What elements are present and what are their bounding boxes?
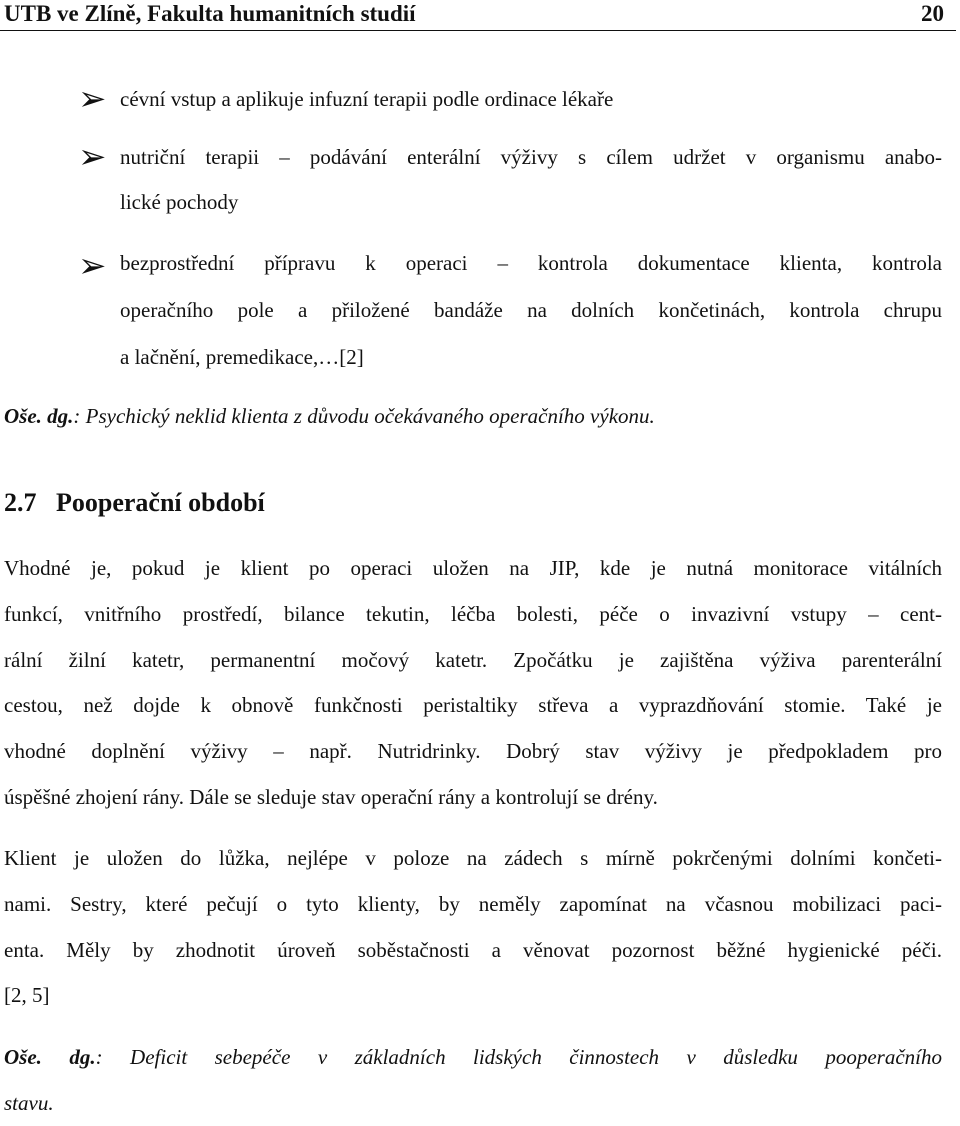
bullet-line: operačního pole a přiložené bandáže na dolních končetinách, kontrola chrupu xyxy=(120,298,942,322)
paragraph-line: Klient je uložen do lůžka, nejlépe v poloze na zádech s mírně pokrčenými dolními končeti- xyxy=(4,846,942,870)
bullet-line: bezprostřední přípravu k operaci – kontrola dokumentace klienta, kontrola xyxy=(120,251,942,275)
paragraph-line: vhodné doplnění výživy – např. Nutridrinky. Dobrý stav výživy je předpokladem pro xyxy=(4,739,942,764)
header-title: UTB ve Zlíně, Fakulta humanitních studií xyxy=(4,1,416,26)
paragraph-line: rální žilní katetr, permanentní močový katetr. Zpočátku je zajištěna výživa parenterální xyxy=(4,647,942,672)
bullet-line: cévní vstup a aplikuje infuzní terapii podle ordinace lékaře xyxy=(120,87,614,111)
diagnosis-text: stavu. xyxy=(4,1091,54,1115)
paragraph-line: [2, 5] xyxy=(4,983,50,1008)
diagnosis-label: Oše. dg. xyxy=(4,1045,96,1069)
paragraph-line: enta. Měly by zhodnotit úroveň soběstačnosti a věnovat pozornost běžné hygienické péči. xyxy=(4,937,942,962)
paragraph xyxy=(4,836,942,1019)
paragraph-line: nami. Sestry, které pečují o tyto klienty, by neměly zapomínat na včasnou mobilizaci paci- xyxy=(4,891,942,916)
bullet-item xyxy=(120,134,942,226)
arrow-bullet-icon: ➢ xyxy=(78,79,107,119)
nursing-diagnosis xyxy=(4,404,655,429)
bullet-line: nutriční terapii – podávání enterální výživy s cílem udržet v organismu anabo- xyxy=(120,145,942,169)
diagnosis-label: Oše. dg. xyxy=(4,404,74,428)
diagnosis-text: : Psychický neklid klienta z důvodu očekávaného operačního výkonu. xyxy=(73,404,655,428)
diagnosis-text: : Deficit sebepéče v základních lidských činnostech v důsledku pooperačního xyxy=(95,1045,942,1069)
bullet-line: lické pochody xyxy=(120,190,239,214)
bullet-item xyxy=(120,240,942,381)
page-number: 20 xyxy=(921,1,944,26)
arrow-bullet-icon: ➢ xyxy=(78,137,107,177)
arrow-bullet-icon: ➢ xyxy=(78,246,107,286)
page-header xyxy=(0,0,956,31)
paragraph-line: úspěšné zhojení rány. Dále se sleduje stav operační rány a kontrolují se drény. xyxy=(4,784,658,809)
bullet-line: a lačnění, premedikace,…[2] xyxy=(120,345,364,369)
bullet-item xyxy=(120,76,942,123)
paragraph-line: Vhodné je, pokud je klient po operaci uložen na JIP, kde je nutná monitorace vitálních xyxy=(4,556,942,580)
section-heading: 2.7 Pooperační období xyxy=(4,488,265,517)
paragraph-line: funkcí, vnitřního prostředí, bilance tekutin, léčba bolesti, péče o invazivní vstupy – cent- xyxy=(4,601,942,626)
paragraph xyxy=(4,546,942,821)
nursing-diagnosis xyxy=(4,1034,942,1126)
paragraph-line: cestou, než dojde k obnově funkčnosti peristaltiky střeva a vyprazdňování stomie. Také je xyxy=(4,693,942,718)
